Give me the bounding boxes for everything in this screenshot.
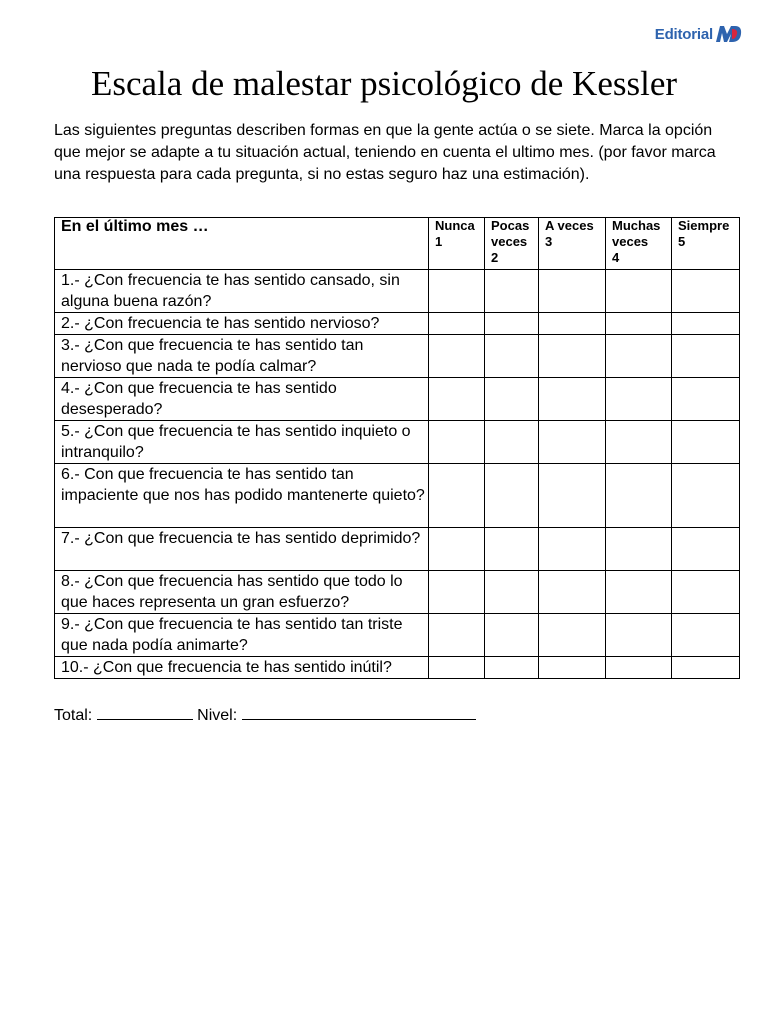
- answer-cell[interactable]: [672, 571, 740, 614]
- answer-cell[interactable]: [539, 421, 606, 464]
- question-text: 7.- ¿Con que frecuencia te has sentido deprimido?: [55, 528, 429, 571]
- table-row: [55, 528, 740, 571]
- answer-cell[interactable]: [606, 335, 672, 378]
- question-text: 8.- ¿Con que frecuencia has sentido que todo lo que haces representa un gran esfuerzo?: [55, 571, 429, 614]
- answer-cell[interactable]: [429, 421, 485, 464]
- editorial-md-logo: [655, 24, 742, 44]
- table-row: [55, 378, 740, 421]
- question-text: 2.- ¿Con frecuencia te has sentido nervioso?: [55, 313, 429, 335]
- answer-cell[interactable]: [485, 270, 539, 313]
- answer-cell[interactable]: [429, 270, 485, 313]
- answer-cell[interactable]: [485, 657, 539, 679]
- answer-cell[interactable]: [429, 528, 485, 571]
- answer-cell[interactable]: [429, 378, 485, 421]
- answer-cell[interactable]: [672, 657, 740, 679]
- answer-cell[interactable]: [485, 421, 539, 464]
- answer-cell[interactable]: [429, 313, 485, 335]
- answer-cell[interactable]: [539, 571, 606, 614]
- answer-cell[interactable]: [539, 464, 606, 528]
- answer-cell[interactable]: [485, 313, 539, 335]
- table-row: [55, 270, 740, 313]
- question-text: 3.- ¿Con que frecuencia te has sentido tan nervioso que nada te podía calmar?: [55, 335, 429, 378]
- answer-cell[interactable]: [539, 270, 606, 313]
- table-row: [55, 464, 740, 528]
- option-header-siempre: Siempre 5: [672, 218, 740, 270]
- answer-cell[interactable]: [672, 270, 740, 313]
- question-text: 6.- Con que frecuencia te has sentido tan impaciente que nos has podido mantenerte quieto?: [55, 464, 429, 528]
- table-row: [55, 571, 740, 614]
- answer-cell[interactable]: [485, 378, 539, 421]
- instructions-paragraph: Las siguientes preguntas describen formas en que la gente actúa o se siete. Marca la opción que mejor se adapte a tu situación actual, teniendo en cuenta el ultimo mes. (por favor marca una respuesta para cada pregunta, si no estas seguro haz una estimación).: [54, 122, 716, 183]
- answer-cell[interactable]: [606, 614, 672, 657]
- answer-cell[interactable]: [672, 464, 740, 528]
- kessler-scale-table: [54, 217, 740, 679]
- answer-cell[interactable]: [429, 571, 485, 614]
- score-footer: [54, 704, 476, 727]
- table-row: [55, 313, 740, 335]
- option-header-nunca: Nunca 1: [429, 218, 485, 270]
- option-header-pocas-veces: Pocas veces 2: [485, 218, 539, 270]
- question-column-header: En el último mes …: [55, 218, 429, 270]
- table-row: [55, 614, 740, 657]
- answer-cell[interactable]: [606, 313, 672, 335]
- answer-cell[interactable]: [606, 571, 672, 614]
- question-text: 9.- ¿Con que frecuencia te has sentido tan triste que nada podía animarte?: [55, 614, 429, 657]
- answer-cell[interactable]: [539, 313, 606, 335]
- logo-text: Editorial: [654, 25, 713, 43]
- answer-cell[interactable]: [429, 657, 485, 679]
- total-label: Total:: [54, 707, 93, 724]
- answer-cell[interactable]: [606, 464, 672, 528]
- question-text: 10.- ¿Con que frecuencia te has sentido inútil?: [55, 657, 429, 679]
- option-header-a-veces: A veces 3: [539, 218, 606, 270]
- table-row: [55, 421, 740, 464]
- answer-cell[interactable]: [429, 614, 485, 657]
- answer-cell[interactable]: [485, 614, 539, 657]
- answer-cell[interactable]: [672, 614, 740, 657]
- answer-cell[interactable]: [672, 421, 740, 464]
- answer-cell[interactable]: [672, 528, 740, 571]
- answer-cell[interactable]: [539, 657, 606, 679]
- answer-cell[interactable]: [606, 378, 672, 421]
- answer-cell[interactable]: [606, 270, 672, 313]
- question-text: 4.- ¿Con que frecuencia te has sentido desesperado?: [55, 378, 429, 421]
- answer-cell[interactable]: [429, 464, 485, 528]
- question-text: 5.- ¿Con que frecuencia te has sentido inquieto o intranquilo?: [55, 421, 429, 464]
- option-header-muchas-veces: Muchas veces 4: [606, 218, 672, 270]
- answer-cell[interactable]: [672, 335, 740, 378]
- answer-cell[interactable]: [606, 528, 672, 571]
- table-row: [55, 335, 740, 378]
- answer-cell[interactable]: [485, 571, 539, 614]
- question-text: 1.- ¿Con frecuencia te has sentido cansado, sin alguna buena razón?: [55, 270, 429, 313]
- total-blank[interactable]: [97, 704, 193, 720]
- table-row: [55, 657, 740, 679]
- md-badge-icon: [714, 24, 742, 44]
- answer-cell[interactable]: [672, 313, 740, 335]
- level-label: Nivel:: [197, 707, 238, 724]
- level-blank[interactable]: [242, 704, 476, 720]
- answer-cell[interactable]: [429, 335, 485, 378]
- page-title: Escala de malestar psicológico de Kessler: [90, 64, 678, 103]
- answer-cell[interactable]: [539, 378, 606, 421]
- answer-cell[interactable]: [606, 421, 672, 464]
- table-header-row: [55, 218, 740, 270]
- answer-cell[interactable]: [539, 335, 606, 378]
- answer-cell[interactable]: [539, 528, 606, 571]
- answer-cell[interactable]: [539, 614, 606, 657]
- answer-cell[interactable]: [606, 657, 672, 679]
- answer-cell[interactable]: [485, 464, 539, 528]
- answer-cell[interactable]: [485, 528, 539, 571]
- answer-cell[interactable]: [485, 335, 539, 378]
- answer-cell[interactable]: [672, 378, 740, 421]
